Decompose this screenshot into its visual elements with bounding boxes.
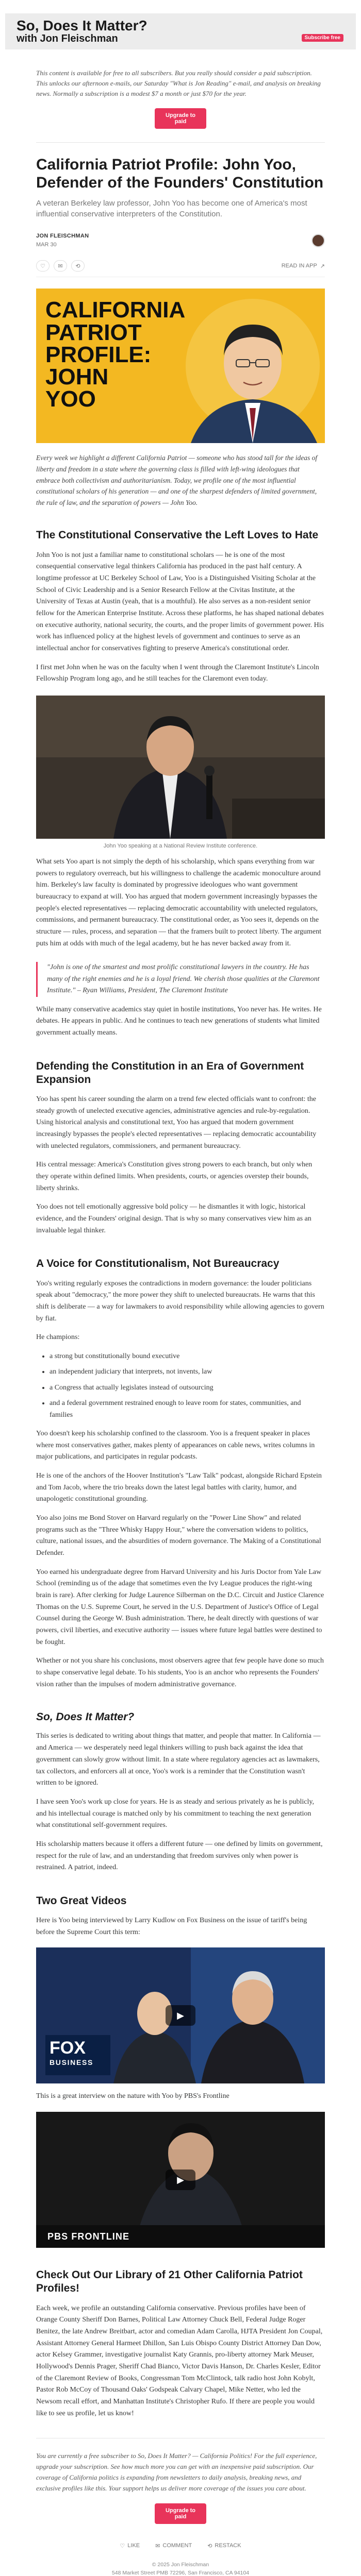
list-item: • an independent judiciary that interprets, not invents, law <box>50 1366 325 1378</box>
heart-icon[interactable]: ♡ <box>36 260 50 272</box>
comment-icon[interactable]: ✉ <box>54 260 67 272</box>
divider <box>36 142 325 143</box>
publish-date: MAR 30 <box>36 241 57 248</box>
comment-icon: ✉ <box>155 2543 160 2549</box>
restack-icon: ⟲ <box>207 2543 212 2549</box>
restack-button[interactable]: ⟲ RESTACK <box>207 2543 241 2549</box>
free-subscriber-note: You are currently a free subscriber to So, Does It Matter? — California Politics! For the full experience, upgrade your subscription. See how much more you can get with an inexpensive paid subscription. Our coverage of California politics is expanding from newsletters to daily analysis, breaking news, and exclusive profiles like this. Your support helps us deliver more coverage of the issues you care about. <box>36 2438 325 2494</box>
paragraph: This is a great interview on the nature with Yoo by PBS's Frontline <box>36 2092 229 2100</box>
article-title[interactable]: California Patriot Profile: John Yoo, Defender of the Founders' Constitution <box>36 156 324 191</box>
paragraph: Yoo does not tell emotionally aggressive bold policy — he dismantles it with logic, historical evidence, and the Founders' original design. That is why so many conservatives view him as an invaluable legal thinker. <box>36 1203 311 1234</box>
portrait-illustration <box>36 289 325 443</box>
paragraph: Each week, we profile an outstanding California conservative. Previous profiles have been of Orange County Sheriff Don Barnes, Political Law Attorney Chuck Bell, Federal Judge Roger Benitez, the late Andrew Breitbart, actor and comedian Adam Carolla, HJTA President Jon Coupal, Assistant Attorney General Harmeet Dhillon, San Luis Obispo County District Attorney Dan Dow, actor Kelsey Grammer, investigative journalist Katy Grannis, pro-liberty attorney Mark Meuser, Hollywood's Dennis Prager, Sheriff Chad Bianco, Victor Davis Hanson, Dr. Charles Kesler, Editor of the Claremont Review of Books, Congressman Tom McClintock, talk radio host John Kobylt, Pastor Rob McCoy of Thousand Oaks' Godspeak Calvary Chapel, Mike Netter, who led the Newsom recall effort, and Manhattan Institute's Christopher Rufo. If there are people you would like to see us profile, let us know! <box>36 2304 323 2417</box>
copyright: © 2025 Jon Fleischman <box>152 2561 209 2568</box>
paragraph: Whether or not you share his conclusions, most observers agree that few people have done so much to shape conservative legal debate. To his students, Yoo is an anchor who represents the Founders' vision rather than the impulses of modern administrative governance. <box>36 1657 324 1688</box>
champions-list <box>36 1351 325 1421</box>
section-heading: A Voice for Constitutionalism, Not Bureaucracy <box>36 1258 280 1270</box>
newsletter-title: So, Does It Matter? <box>17 17 147 33</box>
address: 548 Market Street PMB 72296, San Francisco, CA 94104 <box>111 2569 250 2576</box>
hero-image <box>36 289 325 443</box>
section-heading: Check Out Our Library of 21 Other California Patriot Profiles! <box>36 2269 303 2295</box>
pbs-frontline-logo: PBS FRONTLINE <box>47 2231 130 2242</box>
upgrade-button-bottom[interactable]: Upgrade to paid <box>155 2503 206 2524</box>
like-button[interactable]: ♡ LIKE <box>120 2543 140 2549</box>
video-embed-pbs[interactable] <box>36 2112 325 2248</box>
intro-paragraph: Every week we highlight a different California Patriot — someone who has stood tall for the ideas of liberty and freedom in a state where the governing class is filled with left-wing ideologues that embrace both collectivism and authoritarianism. Today, we profile one of the most influential constitutional scholars of his generation — and one of the sharpest defenders of limited government, the rule of law, and the separation of powers — John Yoo. <box>36 454 318 506</box>
footer-legal <box>0 2561 361 2576</box>
video-embed-fox[interactable] <box>36 1947 325 2083</box>
paragraph: What sets Yoo apart is not simply the depth of his scholarship, which spans everything from war powers to regulatory overreach, but his willingness to challenge the academic monoculture around him. Berkeley's law faculty is dominated by progressive ideologues who want government bureaucracy to expand at will. Yoo has argued that modern government increasingly bypasses the people's elected representatives — replacing democratic accountability with unelected regulators, commissions, and permanent bureaucracy. The constitutional order, as Yoo sees it, depends on the structure — rules, process, and separation — that the framers built to protect liberty. The argument puts him at odds with much of the legal academy, but he has never backed away from it. <box>36 858 321 947</box>
byline <box>36 232 325 249</box>
promo-text: This content is available for free to all subscribers. But you really should consider a paid subscription. This unlocks our afternoon e-mails, our Saturday "What is Jon Reading" e-mail, and analysis on breaking news. Normally a subscription is a modest $7 a month or just $70 for the year. <box>36 69 321 98</box>
paragraph: Yoo doesn't keep his scholarship confined to the classroom. Yoo is a frequent speaker in places where most conservatives gather, makes plenty of appearances on cable news, writes columns in major publications, and participates in regular podcasts. <box>36 1430 315 1461</box>
pull-quote: "John is one of the smartest and most prolific constitutional lawyers in the country. He has many of the right enemies and he is a loyal friend. We cherish those qualities at the Claremont Institute." – Ryan Williams, President, The Claremont Institute <box>36 962 325 996</box>
engagement-bar <box>0 2543 361 2549</box>
list-intro: He champions: <box>36 1333 80 1342</box>
read-in-app-link[interactable]: READ IN APP ↗ <box>281 263 325 269</box>
newsletter-banner <box>5 13 356 49</box>
post-actions <box>36 260 325 277</box>
hero-text: CALIFORNIA PATRIOT PROFILE: JOHN YOO <box>45 297 186 412</box>
paragraph: He is one of the anchors of the Hoover Institution's "Law Talk" podcast, alongside Richard Epstein and Tom Jacob, where the trio breaks down the latest legal battles with clarity, humor, and unapologetic constitutional grounding. <box>36 1472 322 1503</box>
section-heading: The Constitutional Conservative the Left Loves to Hate <box>36 529 319 541</box>
paragraph: Yoo has spent his career sounding the alarm on a trend few elected officials want to confront: the steady growth of unelected executive agencies, administrative agencies and rule-by-regulation. Using historical analysis and constitutional text, Yoo has argued that modern government increasingly bypasses the people's elected representatives — replacing democratic accountability with unelected regulators, commissioners, and permanent bureaucracy. <box>36 1095 317 1150</box>
share-icon[interactable]: ↗ <box>320 263 325 269</box>
paragraph: I first met John when he was on the faculty when I went through the Claremont Institute's Lincoln Fellowship Program long ago, and he still teaches for the Claremont even today. <box>36 663 319 683</box>
upgrade-button-top[interactable]: Upgrade to paid <box>155 108 206 129</box>
fox-business-logo: FOX BUSINESS <box>50 2038 94 2067</box>
article-subtitle: A veteran Berkeley law professor, John Yoo has become one of America's most influential conservative interpreters of the Constitution. <box>36 199 307 219</box>
paragraph: I have seen Yoo's work up close for years. He is as steady and serious privately as he is publicly, and his intellectual courage is matched only by his commitment to teaching the next generation what constitutional self-government requires. <box>36 1798 314 1829</box>
speaker-illustration <box>36 696 325 839</box>
speaking-photo[interactable] <box>36 696 325 839</box>
paragraph: Yoo's writing regularly exposes the contradictions in modern governance: the louder politicians speak about "democracy," the more power they shift to unelected bureaucrats. He warns that this shift is deliberate — a way for lawmakers to avoid responsibility while allowing agencies to govern by fiat. <box>36 1279 324 1323</box>
paragraph: While many conservative academics stay quiet in hostile institutions, Yoo never has. He writes. He debates. He appears in public. And he continues to teach new generations of students what limited government actually means. <box>36 1005 322 1037</box>
play-icon[interactable]: ▶ <box>166 2005 195 2026</box>
author-name[interactable]: JON FLEISCHMAN <box>36 233 89 240</box>
play-icon[interactable]: ▶ <box>166 2170 195 2190</box>
paragraph: His central message: America's Constitution gives strong powers to each branch, but only when they operate within defined limits. When presidents, courts, or agencies overstep their bounds, liberty shrinks. <box>36 1161 313 1192</box>
list-item: • a strong but constitutionally bound executive <box>50 1351 325 1362</box>
avatar[interactable] <box>311 234 325 247</box>
paragraph: Here is Yoo being interviewed by Larry Kudlow on Fox Business on the issue of tariff's being before the Supreme Court this term: <box>36 1917 307 1936</box>
subscribe-badge[interactable]: Subscribe free <box>302 34 343 42</box>
photo-caption: John Yoo speaking at a National Review Institute conference. <box>103 843 258 850</box>
paragraph: This series is dedicated to writing about things that matter, and people that matter. In California — and America — we desperately need legal thinkers willing to push back against the idea that government can slowly grow without limit. In a state where regulatory agencies act as lawmakers, tax collectors, and enforcers all at once, Yoo's work is a reminder that the Constitution wasn't written to be ignored. <box>36 1732 321 1787</box>
newsletter-subtitle: with Jon Fleischman <box>17 33 118 45</box>
restack-icon[interactable]: ⟲ <box>71 260 85 272</box>
paragraph: Yoo also joins me Bond Stover on Harvard regularly on the "Power Line Show" and related programs such as the "Three Whisky Happy Hour," where the conversation widens to politics, culture, national issues, and the absurdities of modern governance. The Making of a Constitutional Defender. <box>36 1514 321 1557</box>
section-heading: Two Great Videos <box>36 1894 127 1907</box>
list-item: • and a federal government restrained enough to leave room for states, communities, and families <box>50 1398 325 1421</box>
paragraph: His scholarship matters because it offers a different future — one defined by limits on government, respect for the rule of law, and an understanding that freedom survives only when power is restrained. A patriot, indeed. <box>36 1840 323 1872</box>
section-heading: Defending the Constitution in an Era of Government Expansion <box>36 1060 304 1086</box>
paragraph: Yoo earned his undergraduate degree from Harvard University and his Juris Doctor from Yale Law School (reminding us of the adage that sometimes even the Ivy League produces the right-wing brain is rare). After clerking for Judge Laurence Silberman on the D.C. Circuit and Justice Clarence Thomas on the U.S. Supreme Court, he served in the U.S. Department of Justice's Office of Legal Counsel during the George W. Bush administration. There, he dealt directly with questions of war powers, civil liberties, and executive authority — issues where future legal battles were destined to be fought. <box>36 1568 324 1646</box>
comment-button[interactable]: ✉ COMMENT <box>155 2543 192 2549</box>
paragraph: John Yoo is not just a familiar name to constitutional scholars — he is one of the most consequential conservative legal thinkers California has produced in the past half century. A longtime professor at UC Berkeley School of Law, Yoo is a Distinguished Visiting Scholar at the School of Civic Leadership and is a Senior Research Fellow at the Civitas Institute, at the University of Texas at Austin (yeah, that is a mouthful). He also serves as a non-resident senior fellow for the American Enterprise Institute. Across these platforms, he has shaped national debates on executive authority, national security, the courts, and the proper limits of government power. His work has influenced policy at the highest levels of government and continues to serve as an intellectual anchor for conservatives fighting to preserve America's constitutional order. <box>36 551 324 653</box>
list-item: • a Congress that actually legislates instead of outsourcing <box>50 1382 325 1394</box>
heart-icon: ♡ <box>120 2543 125 2549</box>
section-heading: So, Does It Matter? <box>36 1711 135 1723</box>
